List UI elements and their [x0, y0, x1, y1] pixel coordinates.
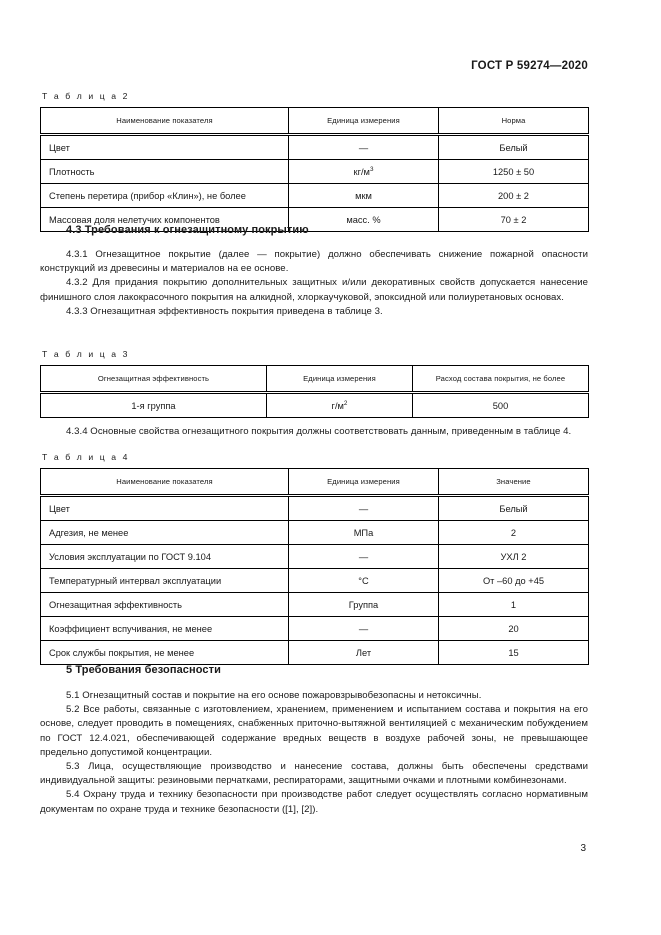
table2-cell: 70 ± 2: [439, 208, 589, 232]
unit-superscript: 2: [343, 399, 348, 407]
table4-cell: —: [289, 545, 439, 569]
table4-block: [40, 452, 588, 665]
table4-cell: Условия эксплуатации по ГОСТ 9.104: [41, 545, 289, 569]
section-43-block: [40, 224, 588, 319]
paragraph-434-block: [40, 425, 588, 439]
table2-cell: —: [289, 135, 439, 160]
table4-header-cell: Единица измерения: [289, 469, 439, 496]
table-row: [41, 521, 589, 545]
section-43-heading: 4.3 Требования к огнезащитному покрытию: [66, 224, 309, 236]
table3-header-cell: Огнезащитная эффективность: [41, 366, 267, 393]
table4-cell: Срок службы покрытия, не менее: [41, 641, 289, 665]
paragraph-5-4: [40, 788, 588, 816]
table2-cell: мкм: [289, 184, 439, 208]
table2-cell: 1250 ± 50: [439, 160, 589, 184]
table4-cell: Белый: [439, 496, 589, 521]
table-row: [41, 496, 589, 521]
table3-header-cell: Расход состава покрытия, не более: [413, 366, 589, 393]
paragraph-text: 5.4 Охрану труда и технику безопасности при производстве работ следует осуществлять согласно нормативным документам по охране труда и технике безопасности ([1], [2]).: [40, 789, 588, 815]
table3-block: [40, 349, 588, 418]
table4-header-cell: Наименование показателя: [41, 469, 289, 496]
table4-cell: —: [289, 617, 439, 641]
unit-text: г/м: [331, 400, 344, 411]
table4-cell: Цвет: [41, 496, 289, 521]
table-row: [41, 617, 589, 641]
table2-cell: [289, 160, 439, 184]
table-row: [41, 641, 589, 665]
standard-number-header: ГОСТ Р 59274—2020: [471, 60, 588, 72]
paragraph-text: 5.1 Огнезащитный состав и покрытие на его основе пожаровзрывобезопасны и нетоксичны.: [66, 690, 482, 701]
table4-cell: 20: [439, 617, 589, 641]
section-5-block: [40, 664, 588, 817]
page-number: 3: [580, 843, 586, 854]
paragraph-text: 4.3.1 Огнезащитное покрытие (далее — покрытие) должно обеспечивать снижение пожарной опасности конструкций из древесины и материалов на ее основе.: [40, 249, 588, 275]
paragraph-text: 5.3 Лица, осуществляющие производство и нанесение состава, должны быть обеспечены средствами индивидуальной защиты: резиновыми перчатками, респираторами, защитными очками и плотными комбинезонами.: [40, 761, 588, 787]
table-row: [41, 393, 589, 418]
table4-caption: Т а б л и ц а 4: [42, 452, 130, 462]
table2-block: [40, 91, 588, 232]
table2-cell: Массовая доля нелетучих компонентов: [41, 208, 289, 232]
table4-cell: 15: [439, 641, 589, 665]
table4-cell: Лет: [289, 641, 439, 665]
table4-header-cell: Значение: [439, 469, 589, 496]
page-content: [40, 0, 588, 935]
table-row: [41, 569, 589, 593]
table4-cell: Группа: [289, 593, 439, 617]
paragraph-5-3: [40, 760, 588, 788]
table2-cell: 200 ± 2: [439, 184, 589, 208]
table2-caption: Т а б л и ц а 2: [42, 91, 130, 101]
table4-cell: Огнезащитная эффективность: [41, 593, 289, 617]
table3: [40, 365, 589, 418]
paragraph-4-3-4: [40, 425, 588, 439]
table4-cell: °С: [289, 569, 439, 593]
table4-cell: 1: [439, 593, 589, 617]
table3-header-cell: Единица измерения: [267, 366, 413, 393]
table3-cell: [267, 393, 413, 418]
paragraph-text: 5.2 Все работы, связанные с изготовлением, хранением, применением и испытанием состава и покрытия на его основе, следует проводить в помещениях, снабженных приточно-вытяжной вентиляцией с механическим побуждением по ГОСТ 12.4.021, обеспечивающей содержание вредных веществ в воздухе рабочей зоны, не превышающее предельно допустимой концентрации.: [40, 704, 588, 758]
table4-cell: 2: [439, 521, 589, 545]
table3-cell: 1-я группа: [41, 393, 267, 418]
unit-superscript: 3: [369, 165, 374, 173]
paragraph-4-3-1: [40, 248, 588, 276]
table2-header-cell: Норма: [439, 108, 589, 135]
paragraph-text: 4.3.4 Основные свойства огнезащитного покрытия должны соответствовать данным, приведенным в таблице 4.: [66, 426, 572, 437]
table3-cell: 500: [413, 393, 589, 418]
table-row: [41, 135, 589, 160]
table-row: [41, 593, 589, 617]
table4-cell: УХЛ 2: [439, 545, 589, 569]
table4-cell: От –60 до +45: [439, 569, 589, 593]
table4-cell: Коэффициент вспучивания, не менее: [41, 617, 289, 641]
table-row: [41, 184, 589, 208]
section-5-heading: 5 Требования безопасности: [66, 664, 221, 676]
paragraph-4-3-2: [40, 276, 588, 304]
table-row: [41, 160, 589, 184]
table2-header-cell: Единица измерения: [289, 108, 439, 135]
table2-cell: Цвет: [41, 135, 289, 160]
table2: [40, 107, 589, 232]
unit-text: кг/м: [353, 166, 370, 177]
table4-cell: —: [289, 496, 439, 521]
paragraph-5-2: [40, 703, 588, 760]
paragraph-text: 4.3.2 Для придания покрытию дополнительных защитных и/или декоративных свойств допускается нанесение финишного слоя лакокрасочного покрытия на алкидной, хлоркаучуковой, эпоксидной или полиуретановых основах.: [40, 277, 588, 303]
paragraph-text: 4.3.3 Огнезащитная эффективность покрытия приведена в таблице 3.: [66, 305, 383, 317]
table2-cell: Белый: [439, 135, 589, 160]
table4-cell: МПа: [289, 521, 439, 545]
paragraph-4-3-3: [40, 305, 588, 319]
paragraph-5-1: [40, 689, 588, 703]
table2-cell: Степень перетира (прибор «Клин»), не более: [41, 184, 289, 208]
table-row: [41, 545, 589, 569]
table4-cell: Адгезия, не менее: [41, 521, 289, 545]
table2-header-cell: Наименование показателя: [41, 108, 289, 135]
table4: [40, 468, 589, 665]
table2-cell: масс. %: [289, 208, 439, 232]
table2-cell: Плотность: [41, 160, 289, 184]
table3-caption: Т а б л и ц а 3: [42, 349, 130, 359]
table4-cell: Температурный интервал эксплуатации: [41, 569, 289, 593]
